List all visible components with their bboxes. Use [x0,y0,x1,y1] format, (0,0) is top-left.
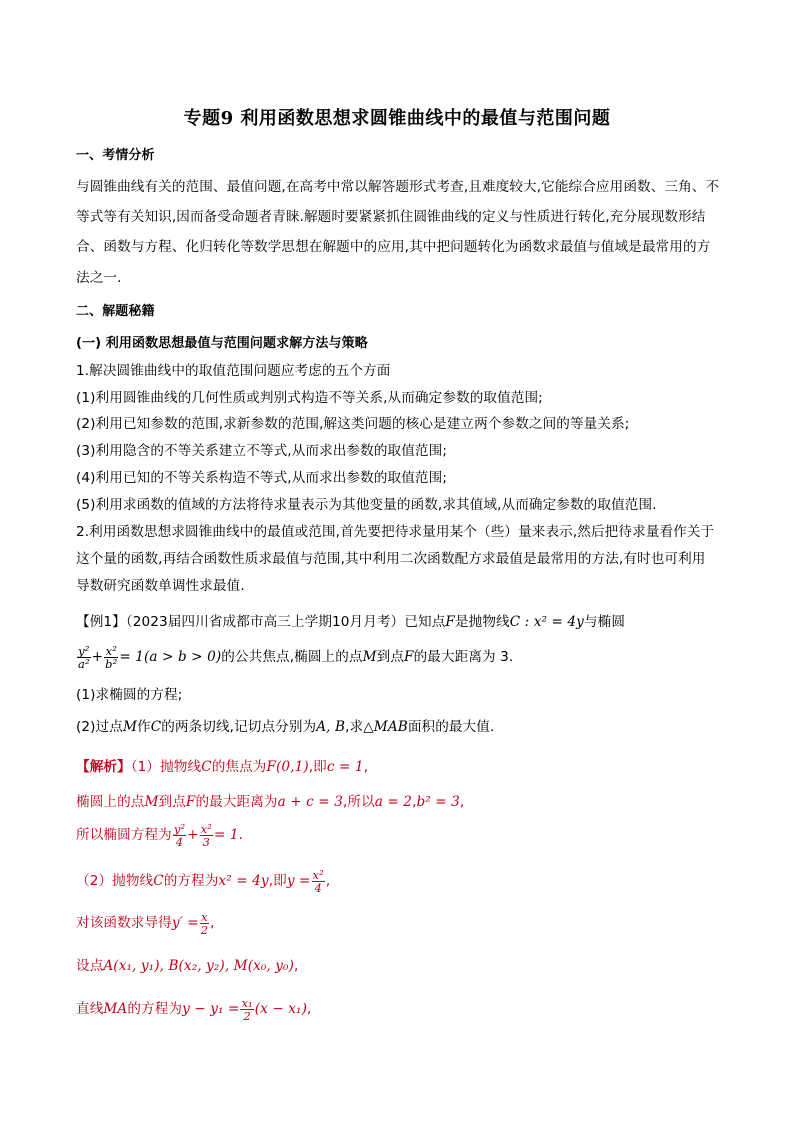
math-eq-1: = 1. [213,827,244,843]
text: , [293,958,299,974]
frac-den: 4 [314,880,322,895]
section-heading-tips: 二、解题秘籍 [76,304,155,319]
math-C: C [201,759,212,775]
math-plus: + [91,649,104,665]
point2-line-2: 这个量的函数,再结合函数性质求最值与范围,其中利用二次函数配方求最值是最常用的方法,有时也可利用 [76,551,706,567]
text: 直线 [76,1001,104,1017]
text: , [210,915,215,931]
text: 椭圆上的点 [76,794,145,810]
math-parabola-eq: C : x² = 4y [509,614,584,630]
text: 到点 [158,794,186,810]
text: 的两条切线,记切点分别为 [161,719,317,735]
text: , [363,759,369,775]
frac-den: 2 [243,1008,251,1023]
intro-line-1: 与圆锥曲线有关的范围、最值问题,在高考中常以解答题形式考查,且难度较大,它能综合应用函数、三角、不 [76,179,720,195]
frac-den: 3 [202,834,211,849]
frac-num: x² [312,867,324,882]
text: 面积的最大值. [407,719,495,735]
frac-y2-over-4 [173,823,186,848]
frac-x2-over-4 [312,869,325,894]
math-y-eq: y = [286,873,311,889]
text: 对该函数求导得 [76,915,172,931]
text: , [459,794,465,810]
math-points: A(x₁, y₁), B(x₂, y₂), M(x₀, y₀) [103,958,294,974]
frac-x1-over-2 [240,997,253,1022]
frac-den: b² [105,656,118,671]
frac-num: x₁ [241,995,253,1010]
point1-item-5: (5)利用求函数的值域的方法将待求量表示为其他变量的函数,求其值域,从而确定参数的取值范围. [76,497,657,513]
math-F: F [404,649,414,665]
math-focus: F(0,1) [266,759,309,775]
ellipse-condition: = 1(a > b > 0) [119,649,222,665]
text: ,所以 [342,794,375,810]
text: 作 [136,719,151,735]
text: (2)过点 [76,719,123,735]
subheading-strategy: (一) 利用函数思想最值与范围问题求解方法与策略 [76,336,368,351]
text: , [307,1001,312,1017]
example-source: （2023届四川省成都市高三上学期10月月考）已知点 [125,614,446,630]
example-statement-line-2 [76,642,726,672]
point1-item-3: (3)利用隐含的不等关系建立不等式,从而求出参数的取值范围; [76,443,447,459]
text-and-ellipse: 与椭圆 [583,614,626,630]
text: 的方程为 [163,873,219,889]
text: , [325,873,331,889]
frac-den: 2 [200,922,209,937]
math-C: C [150,719,162,735]
solution-line-2 [76,792,726,812]
example-question-1: (1)求椭圆的方程; [76,687,183,703]
frac-num: x [201,909,208,924]
point1-item-1: (1)利用圆锥曲线的几何性质或判别式构造不等关系,从而确定参数的取值范围; [76,390,543,406]
text-common-focus: 的公共焦点,椭圆上的点 [221,649,363,665]
text: （2）抛物线 [76,873,154,889]
solution-line-1 [76,757,726,777]
math-line-rhs: (x − x₁) [254,1001,307,1017]
example-label: 【例1】 [76,614,126,630]
example-question-2 [76,717,726,737]
section-heading-analysis: 一、考情分析 [76,148,155,163]
math-F: F [445,614,455,630]
text-is-parabola: 是抛物线 [454,614,510,630]
point2-line-1: 2.利用函数思想求圆锥曲线中的最值或范围,首先要把待求量用某个（些）量来表示,然后把待求量看作关于 [76,524,715,540]
math-parabola-eq: x² = 4y [218,873,269,889]
frac-num: x² [200,821,212,836]
ellipse-frac-x [104,645,118,670]
math-a-plus-c: a + c = 3 [277,794,343,810]
text: 设点 [76,958,104,974]
math-c-eq: c = 1 [326,759,364,775]
math-b-eq: b² = 3 [416,794,460,810]
math-M: M [122,719,137,735]
text-max-distance: 的最大距离为 3. [413,649,514,665]
frac-x-over-2 [200,911,209,936]
example-statement-line-1 [76,612,726,632]
point1-item-4: (4)利用已知的不等关系构造不等式,从而求出参数的取值范围; [76,470,447,486]
math-MA: MA [103,1001,128,1017]
text: ,求 [345,719,364,735]
solution-label: 【解析】 [76,759,131,775]
solution-line-6 [76,956,726,976]
text: （1）抛物线 [130,759,202,775]
math-triangle-MAB: △MAB [363,719,408,735]
text-to-point: 到点 [376,649,405,665]
math-line-lhs: y − y₁ = [182,1001,240,1017]
math-C: C [153,873,164,889]
frac-den: a² [78,656,90,671]
point1-title: 1.解决圆锥曲线中的取值范围问题应考虑的五个方面 [76,363,391,379]
math-F: F [185,794,196,810]
point1-item-2: (2)利用已知参数的范围,求新参数的范围,解这类问题的核心是建立两个参数之间的等量关系; [76,416,630,432]
page-title: 专题9 利用函数思想求圆锥曲线中的最值与范围问题 [183,108,611,129]
math-M: M [362,649,377,665]
text: 的最大距离为 [195,794,278,810]
text: 的焦点为 [211,759,267,775]
solution-line-7 [76,994,726,1024]
math-AB: A, B [316,719,346,735]
frac-num: y² [173,821,186,836]
math-M: M [144,794,159,810]
frac-x2-over-3 [200,823,213,848]
text: 所以椭圆方程为 [76,827,172,843]
ellipse-frac-y [77,645,91,670]
text: ,即 [268,873,287,889]
point2-line-3: 导数研究函数单调性求最值. [76,578,245,594]
solution-line-5 [76,908,726,938]
text: ,即 [308,759,327,775]
intro-line-3: 合、函数与方程、化归转化等数学思想在解题中的应用,其中把问题转化为函数求最值与值域是最常用的方 [76,239,711,255]
intro-line-2: 等式等有关知识,因而备受命题者青睐.解题时要紧紧抓住圆锥曲线的定义与性质进行转化,充分展现数形结 [76,209,706,225]
intro-line-4: 法之一. [76,270,122,286]
frac-num: x² [105,643,117,658]
math-derivative: y′ = [171,915,199,931]
frac-den: 4 [175,834,184,849]
frac-num: y² [78,643,90,658]
math-plus: + [187,827,199,843]
solution-line-3 [76,820,726,850]
math-a-eq: a = 2 [374,794,413,810]
solution-line-4 [76,866,726,896]
text: 的方程为 [127,1001,183,1017]
text: , [412,794,417,810]
